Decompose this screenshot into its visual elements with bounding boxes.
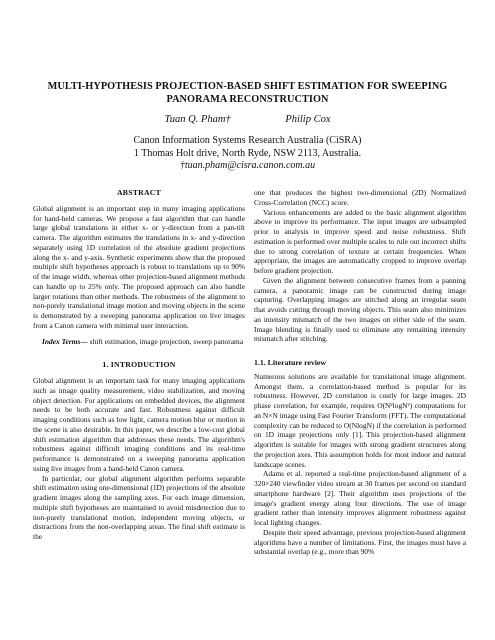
paper-title: MULTI-HYPOTHESIS PROJECTION-BASED SHIFT ESTIMATION FOR SWEEPING PANORAMA RECONSTRUCTION [47, 81, 448, 105]
abstract-heading: ABSTRACT [116, 188, 162, 197]
index-terms-list: shift estimation, image projection, sweep panorama [87, 336, 244, 346]
right-paragraph-3: Given the alignment between consecutive frames from a panning camera, a panoramic image can be constructed during image capturing. Overlapping images are stitched along an irregular seam that avoids cutting through moving objects. This seam also minimizes an intensity mismatch of the two images on either side of the seam. Image blending is finally used to eliminate any remaining intensity mismatch after stitching. [254, 275, 466, 344]
lit-paragraph-1: Numerous solutions are available for translational image alignment. Amongst them, a correlation-based method is popular for its robustness. However, 2D correlation is costly for large images. 2D phase correlation, for example, requires O(N²logN²) computations for an N×N image using Fast Fourier Transform (FFT). The computational complexity can be reduced to O(NlogN) if the correlation is performed on 1D image projections only [1]. This projection-based alignment algorithm is suitable for images with strong gradient structures along the projection axes. This assumption holds for most indoor and natural landscape scenes. [254, 371, 466, 469]
index-terms [33, 337, 245, 347]
right-column [254, 188, 466, 557]
author-line [0, 114, 495, 125]
left-column [33, 188, 245, 542]
lit-paragraph-2: Adams et al. reported a real-time projection-based alignment of a 320×240 viewfinder video stream at 30 frames per second on standard smartphone hardware [2]. Their algorithm uses projections of the image's gradient energy along four directions. The use of image gradient rather than intensity improves alignment robustness against local lighting changes. [254, 469, 466, 527]
lit-paragraph-3: Despite their speed advantage, previous projection-based alignment algorithms have a number of limitations. First, the images must have a substantial overlap (e.g., more than 90% [254, 527, 466, 557]
index-terms-label: Index Terms— [42, 336, 88, 346]
right-paragraph-1: one that produces the highest two-dimensional (2D) Normalized Cross-Correlation (NCC) score. [254, 188, 466, 207]
intro-heading: 1. INTRODUCTION [102, 360, 176, 370]
affiliation-email: †tuan.pham@cisra.canon.com.au [179, 160, 316, 172]
intro-paragraph-1: Global alignment is an important task for many imaging applications such as image quality measurement, video stabilization, and moving object detection. For applications on embedded devices, the alignment needs to be both accurate and fast. Robustness against difficult imaging conditions such as low light, camera motion blur or motion in the scene is also desirable. In this paper, we describe a low-cost global shift estimation algorithm that addresses these needs. The algorithm's robustness against difficult imaging conditions and its real-time performance is demonstrated on a sweeping panorama application using live images from a hand-held Canon camera. [33, 376, 245, 473]
affiliation-address: 1 Thomas Holt drive, North Ryde, NSW 2113, Australia. [133, 147, 362, 159]
literature-review-heading: 1.1. Literature review [254, 358, 327, 367]
affiliation-block [0, 135, 495, 173]
right-paragraph-2: Various enhancements are added to the basic alignment algorithm above to improve its performance. The input images are subsampled prior to analysis to improve speed and noise robustness. Shift estimation is performed over multiple scales to rule out incorrect shifts due to strong correlation of texture at certain frequencies. When appropriate, the images are automatically cropped to improve overlap before gradient projection. [254, 207, 466, 275]
author-pham: Tuan Q. Pham† [164, 114, 231, 125]
intro-paragraph-2: In particular, our global alignment algorithm performs separable shift estimation using one-dimensional (1D) projections of the absolute gradient images along the sampling axes. For each image dimension, multiple shift hypotheses are maintained to avoid misdetection due to non-purely translational motion, independent moving objects, or distractions from the non-overlapping areas. The final shift estimate is the [33, 473, 245, 541]
author-cox: Philip Cox [285, 114, 331, 125]
affiliation-org: Canon Information Systems Research Australia (CiSRA) [133, 135, 362, 146]
abstract-text: Global alignment is an important step in many imaging applications for hand-held cameras. We propose a fast algorithm that can handle large global translations in either x- or y-direction from a pan-tilt camera. The algorithm estimates the translations in x- and y-direction separately using 1D correlation of the absolute gradient projections along the x- and y-axis. Synthetic experiments show that the proposed multiple shift hypotheses approach is robust to translations up to 90% of the image width, whereas other projection-based alignment methods can handle up to 25% only. The proposed approach can also handle larger rotations than other methods. The robustness of the alignment to non-purely translational image motion and moving objects in the scene is demonstrated by a sweeping panorama application on live images from a Canon camera with minimal user interaction. [33, 203, 245, 330]
